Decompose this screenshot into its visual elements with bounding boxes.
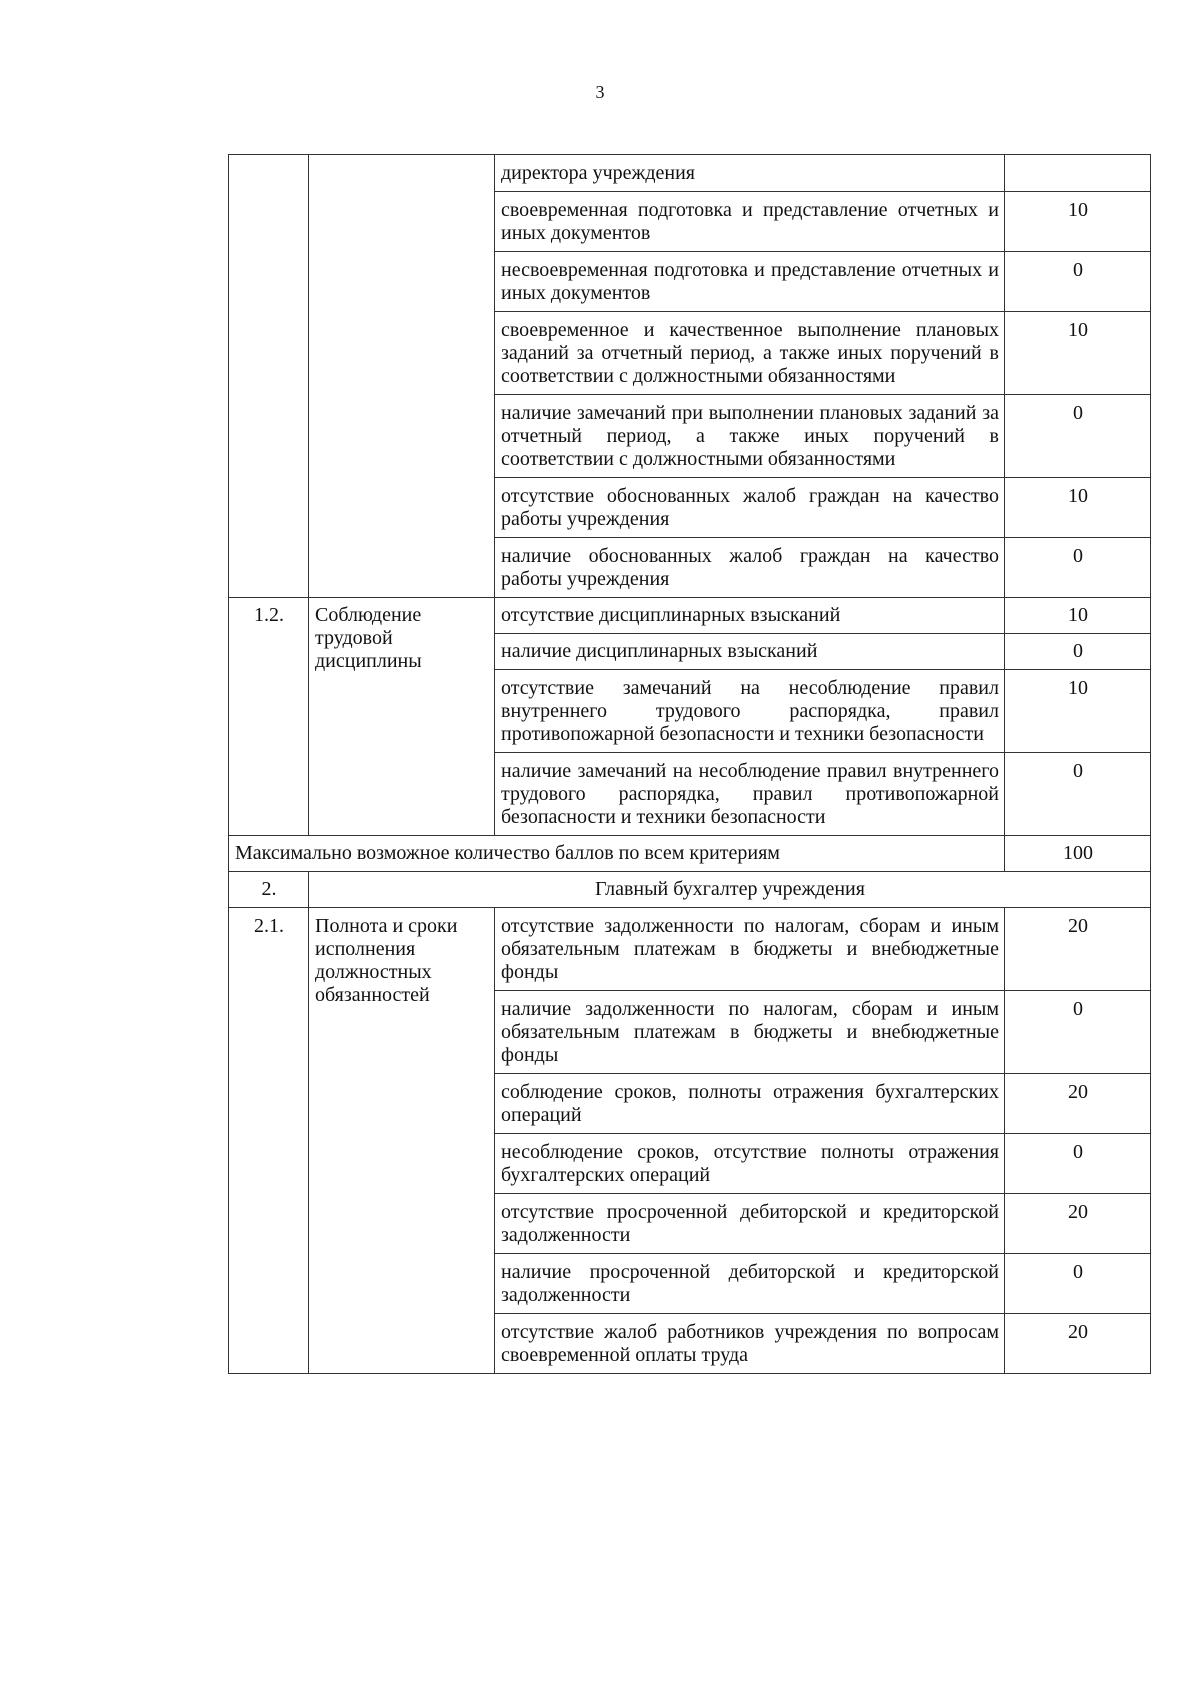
indicator-cell: отсутствие жалоб работников учреждения по вопросам своевременной оплаты труда [495, 1314, 1005, 1374]
indicator-cell: соблюдение сроков, полноты отражения бухгалтерских операций [495, 1074, 1005, 1134]
indicator-cell: наличие задолженности по налогам, сборам и иным обязательным платежам в бюджеты и внебюджетные фонды [495, 991, 1005, 1074]
table-row [229, 908, 1151, 991]
section-number-cell: 2.1. [229, 908, 309, 1374]
score-cell: 0 [1005, 1134, 1151, 1194]
total-label-cell: Максимально возможное количество баллов по всем критериям [229, 836, 1005, 872]
score-cell: 20 [1005, 1194, 1151, 1254]
total-row [229, 836, 1151, 872]
indicator-cell: отсутствие просроченной дебиторской и кредиторской задолженности [495, 1194, 1005, 1254]
indicator-cell: отсутствие замечаний на несоблюдение правил внутреннего трудового распорядка, правил противопожарной безопасности и техники безопасности [495, 670, 1005, 753]
score-cell: 0 [1005, 538, 1151, 598]
score-cell: 0 [1005, 753, 1151, 836]
indicator-cell: наличие просроченной дебиторской и кредиторской задолженности [495, 1254, 1005, 1314]
score-cell: 10 [1005, 598, 1151, 634]
criterion-cell: Соблюдение трудовой дисциплины [309, 598, 495, 836]
score-cell: 10 [1005, 192, 1151, 252]
indicator-cell: наличие замечаний на несоблюдение правил внутреннего трудового распорядка, правил противопожарной безопасности и техники безопасности [495, 753, 1005, 836]
indicator-cell: наличие замечаний при выполнении плановых заданий за отчетный период, а также иных поручений в соответствии с должностными обязанностями [495, 395, 1005, 478]
indicator-cell: отсутствие задолженности по налогам, сборам и иным обязательным платежам в бюджеты и внебюджетные фонды [495, 908, 1005, 991]
score-cell: 0 [1005, 991, 1151, 1074]
table-row [229, 155, 1151, 192]
score-cell: 0 [1005, 1254, 1151, 1314]
page-number: 3 [595, 82, 605, 102]
indicator-cell: директора учреждения [495, 155, 1005, 192]
score-cell: 0 [1005, 252, 1151, 312]
empty-criterion-cell [309, 155, 495, 598]
indicator-cell: несоблюдение сроков, отсутствие полноты отражения бухгалтерских операций [495, 1134, 1005, 1194]
section-title-cell: Главный бухгалтер учреждения [309, 872, 1151, 908]
indicator-cell: наличие дисциплинарных взысканий [495, 634, 1005, 670]
score-cell: 10 [1005, 670, 1151, 753]
criterion-cell: Полнота и сроки исполнения должностных обязанностей [309, 908, 495, 1374]
section-header-row [229, 872, 1151, 908]
score-cell: 0 [1005, 395, 1151, 478]
empty-number-cell [229, 155, 309, 598]
total-score-cell: 100 [1005, 836, 1151, 872]
indicator-cell: своевременное и качественное выполнение плановых заданий за отчетный период, а также иных поручений в соответствии с должностными обязанностями [495, 312, 1005, 395]
score-cell: 0 [1005, 634, 1151, 670]
score-cell: 20 [1005, 1314, 1151, 1374]
criteria-table [228, 154, 1151, 1374]
indicator-cell: своевременная подготовка и представление отчетных и иных документов [495, 192, 1005, 252]
indicator-cell: несвоевременная подготовка и представление отчетных и иных документов [495, 252, 1005, 312]
score-cell: 20 [1005, 908, 1151, 991]
score-cell: 10 [1005, 312, 1151, 395]
score-cell: 10 [1005, 478, 1151, 538]
score-cell: 20 [1005, 1074, 1151, 1134]
indicator-cell: отсутствие обоснованных жалоб граждан на качество работы учреждения [495, 478, 1005, 538]
indicator-cell: отсутствие дисциплинарных взысканий [495, 598, 1005, 634]
table-row [229, 598, 1151, 634]
indicator-cell: наличие обоснованных жалоб граждан на качество работы учреждения [495, 538, 1005, 598]
section-number-cell: 2. [229, 872, 309, 908]
score-cell [1005, 155, 1151, 192]
section-number-cell: 1.2. [229, 598, 309, 836]
